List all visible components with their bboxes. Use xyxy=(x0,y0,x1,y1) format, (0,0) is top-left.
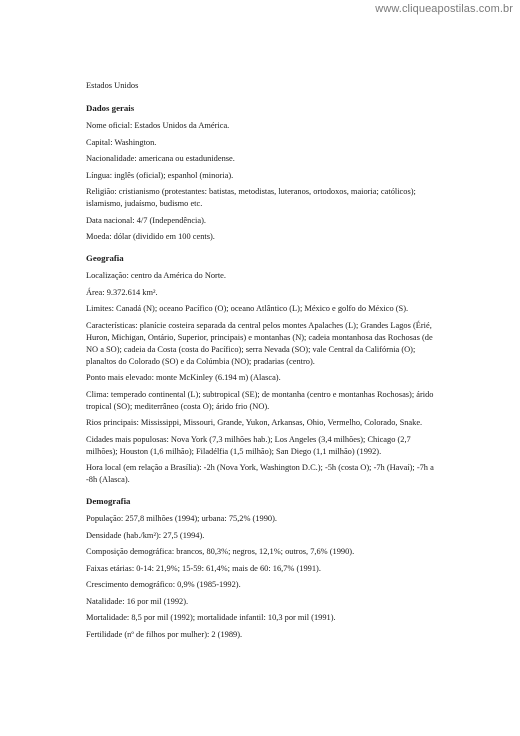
paragraph: Área: 9.372.614 km². xyxy=(86,287,158,297)
paragraph: Língua: inglês (oficial); espanhol (minoria). xyxy=(86,170,234,180)
document-body xyxy=(86,80,442,650)
section-heading: Dados gerais xyxy=(86,103,135,113)
section-heading: Geografia xyxy=(86,253,124,263)
paragraph: Fertilidade (nº de filhos por mulher): 2 (1989). xyxy=(86,629,243,639)
paragraph: Nacionalidade: americana ou estadunidense. xyxy=(86,154,235,163)
paragraph: Crescimento demográfico: 0,9% (1985-1992). xyxy=(86,580,241,589)
paragraph: Religião: cristianismo (protestantes: batistas, metodistas, luteranos, ortodoxos, maioria; católicos); islamismo, judaísmo, budismo etc. xyxy=(86,187,416,208)
paragraph: Densidade (hab./km²): 27,5 (1994). xyxy=(86,530,205,540)
paragraph: Moeda: dólar (dividido em 100 cents). xyxy=(86,232,215,241)
paragraph: Composição demográfica: brancos, 80,3%; negros, 12,1%; outros, 7,6% (1990). xyxy=(86,547,355,556)
paragraph: Natalidade: 16 por mil (1992). xyxy=(86,596,189,606)
section-geografia xyxy=(86,252,442,486)
paragraph: População: 257,8 milhões (1994); urbana: 75,2% (1990). xyxy=(86,514,277,523)
paragraph: Localização: centro da América do Norte. xyxy=(86,271,226,280)
paragraph: Rios principais: Mississippi, Missouri, Grande, Yukon, Arkansas, Ohio, Vermelho, Colorado, Snake. xyxy=(86,418,423,427)
paragraph: Clima: temperado continental (L); subtropical (SE); de montanha (centro e montanhas Rochosas); árido tropical (SO); mediterrâneo (costa O); árido frio (NO). xyxy=(86,389,434,411)
paragraph: Características: planície costeira separada da central pelos montes Apalaches (L); Grandes Lagos (Érié, Huron, Michigan, Ontário, Superior, principais) e montanhas (N); cadeia montanhosa das Rochosas (de NO a SO); cadeia da Costa (costa do Pacífico); serra Nevada (SO); vale Central da Califórnia (O); planaltos do Colorado (SO) e da Colúmbia (NO); pradarias (centro). xyxy=(86,320,433,366)
paragraph: Capital: Washington. xyxy=(86,137,157,147)
paragraph: Limites: Canadá (N); oceano Pacífico (O); oceano Atlântico (L); México e golfo do México (S). xyxy=(86,304,409,313)
section-heading: Demografia xyxy=(86,496,131,506)
paragraph: Ponto mais elevado: monte McKinley (6.194 m) (Alasca). xyxy=(86,373,281,382)
paragraph: Data nacional: 4/7 (Independência). xyxy=(86,215,206,225)
paragraph: Faixas etárias: 0-14: 21,9%; 15-59: 61,4%; mais de 60: 16,7% (1991). xyxy=(86,563,321,573)
section-demografia xyxy=(86,495,442,641)
section-dados-gerais xyxy=(86,102,442,243)
paragraph: Nome oficial: Estados Unidos da América. xyxy=(86,121,230,130)
document-title: Estados Unidos xyxy=(86,81,139,90)
paragraph: Cidades mais populosas: Nova York (7,3 milhões hab.); Los Angeles (3,4 milhões); Chicago (2,7 milhões); Houston (1,6 milhão); Filadélfia (1,5 milhão); San Diego (1,1 milhão) (1992). xyxy=(86,434,411,456)
paragraph: Mortalidade: 8,5 por mil (1992); mortalidade infantil: 10,3 por mil (1991). xyxy=(86,613,336,622)
paragraph: Hora local (em relação a Brasília): -2h (Nova York, Washington D.C.); -5h (costa O); -7h (Havaí); -7h a -8h (Alasca). xyxy=(86,463,434,484)
site-watermark: www.cliqueapostilas.com.br xyxy=(375,3,513,15)
